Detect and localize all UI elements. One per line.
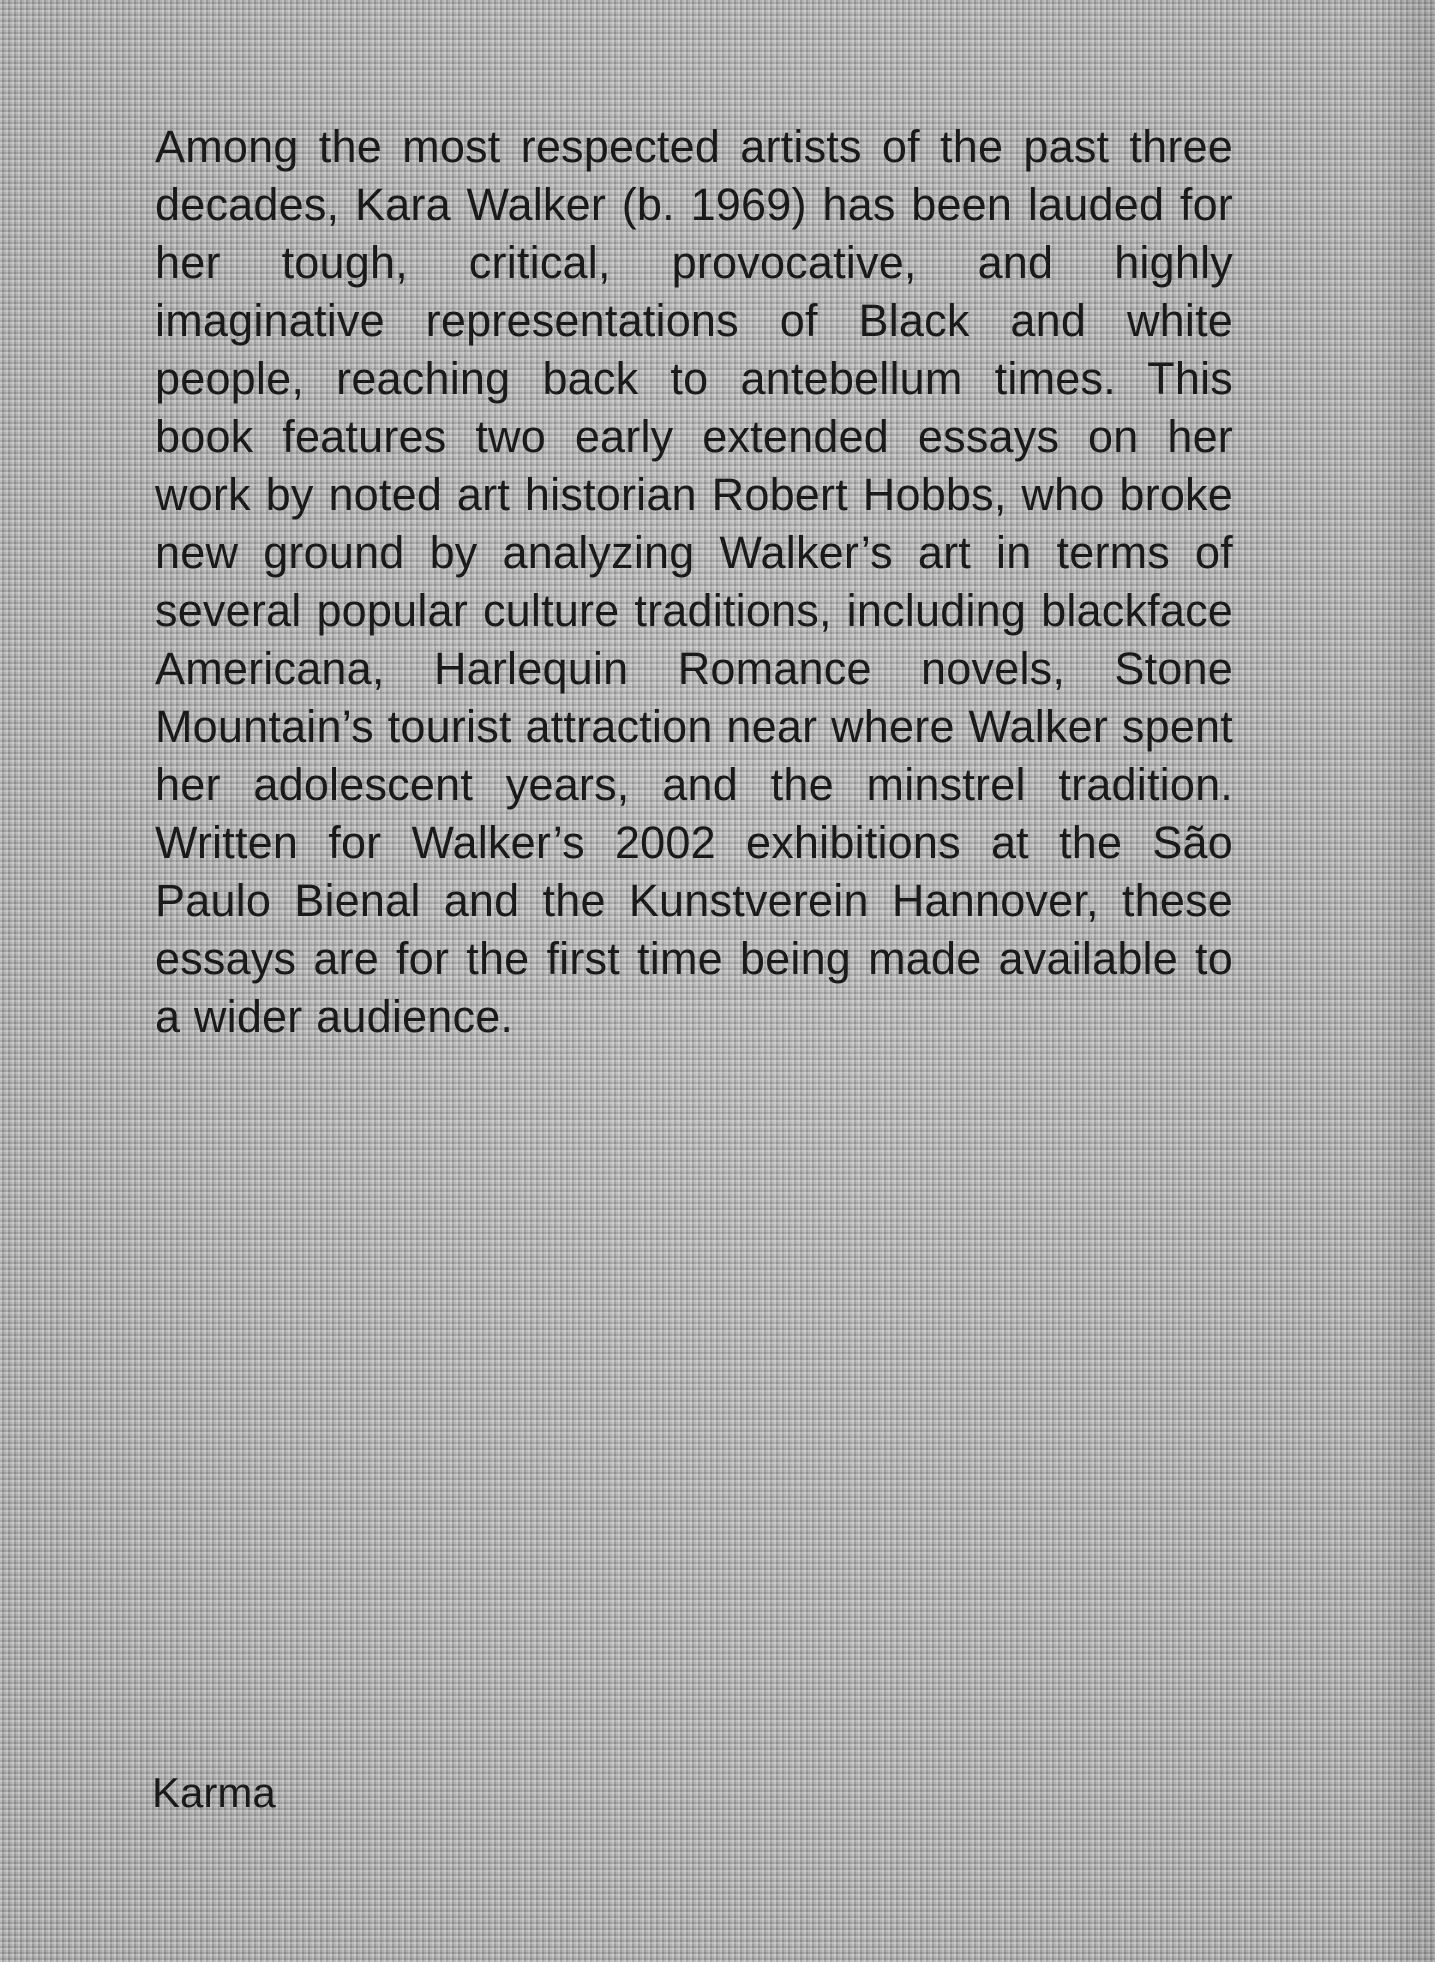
cover-blurb: Among the most respected artists of the past three decades, Kara Walker (b. 1969) has been lauded for her tough, critical, provocative, and highly imaginative representations of Black and white people, reaching back to antebellum times. This book features two early extended essays on her work by noted art historian Robert Hobbs, who broke new ground by analyzing Walker’s art in terms of several popular culture traditions, including blackface Americana, Harlequin Romance novels, Stone Mountain’s tourist attraction near where Walker spent her adolescent years, and the minstrel tradition. Written for Walker’s 2002 exhibitions at the São Paulo Bienal and the Kunstverein Hannover, these essays are for the first time being made available to a wider audience. (155, 121, 1233, 1042)
publisher-name: Karma (152, 1769, 276, 1816)
